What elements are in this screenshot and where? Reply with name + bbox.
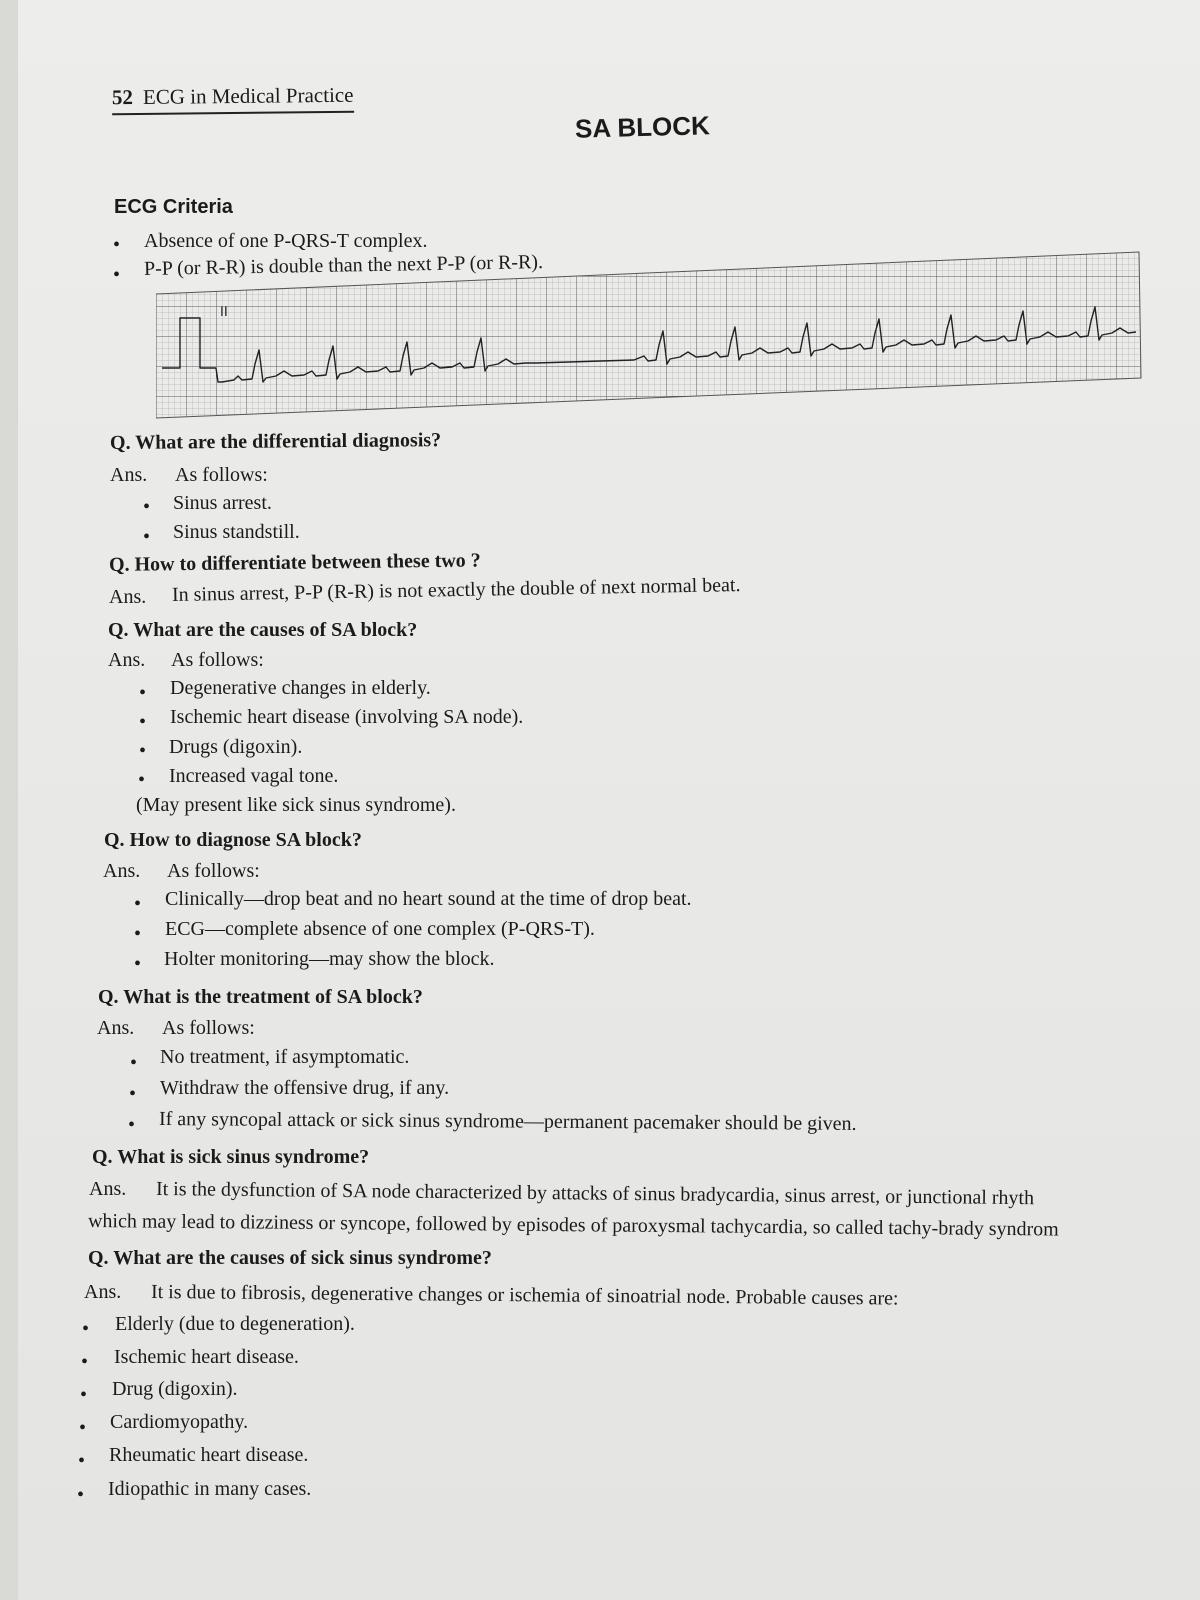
ecg-strip [156, 246, 1156, 422]
answer-bullet: Degenerative changes in elderly. [170, 677, 431, 699]
bullet-dot: • [134, 953, 142, 975]
bullet-dot: • [134, 923, 142, 945]
answer-text: As follows: [167, 860, 260, 882]
answer-bullet: Sinus arrest. [173, 492, 272, 514]
answer-note: (May present like sick sinus syndrome). [136, 794, 456, 816]
answer-label: Ans. [97, 1017, 135, 1039]
answer-label: Ans. [89, 1178, 127, 1200]
bullet-dot: • [78, 1450, 86, 1472]
bullet-dot: • [128, 1114, 136, 1136]
bullet-dot: • [143, 496, 151, 518]
answer-text: As follows: [175, 464, 268, 486]
answer-bullet: Increased vagal tone. [169, 765, 339, 787]
bullet-dot: • [113, 234, 121, 256]
bullet-dot: • [82, 1318, 90, 1340]
answer-text: It is due to fibrosis, degenerative changes or ischemia of sinoatrial node. Probable causes are: [150, 1281, 899, 1310]
book-title: ECG in Medical Practice [142, 82, 354, 109]
book-page [18, 0, 1200, 1600]
running-head [112, 83, 354, 116]
criteria-item: P-P (or R-R) is double than the next P-P (or R-R). [143, 251, 544, 280]
answer-text: It is the dysfunction of SA node characterized by attacks of sinus bradycardia, sinus arrest, or junctional rhyth [155, 1178, 1035, 1210]
bullet-dot: • [79, 1417, 87, 1439]
question-3: Q. What are the causes of SA block? [108, 619, 418, 641]
answer-bullet: Clinically—drop beat and no heart sound at the time of drop beat. [165, 888, 692, 910]
bullet-dot: • [138, 769, 146, 791]
page-title: SA BLOCK [574, 110, 711, 144]
answer-bullet: Ischemic heart disease (involving SA node). [170, 706, 524, 728]
bullet-dot: • [143, 526, 151, 548]
answer-text: In sinus arrest, P-P (R-R) is not exactly the double of next normal beat. [171, 574, 741, 606]
answer-bullet: Ischemic heart disease. [114, 1346, 299, 1368]
answer-bullet: Cardiomyopathy. [110, 1411, 249, 1433]
answer-bullet: Sinus standstill. [173, 521, 300, 543]
question-2: Q. How to differentiate between these two ? [108, 549, 481, 576]
answer-text-continued: which may lead to dizziness or syncope, followed by episodes of paroxysmal tachycardia, so called tachy-brady syndrom [87, 1210, 1059, 1241]
bullet-dot: • [77, 1484, 85, 1506]
page-number: 52 [111, 85, 134, 110]
answer-bullet: ECG—complete absence of one complex (P-QRS-T). [165, 918, 595, 940]
answer-bullet: Drugs (digoxin). [169, 736, 303, 758]
bullet-dot: • [129, 1083, 137, 1105]
criteria-heading: ECG Criteria [114, 196, 233, 218]
answer-text: As follows: [162, 1017, 255, 1039]
answer-bullet: Holter monitoring—may show the block. [164, 948, 495, 970]
bullet-dot: • [139, 711, 147, 733]
answer-label: Ans. [84, 1281, 122, 1303]
answer-label: Ans. [110, 464, 148, 486]
answer-bullet: Rheumatic heart disease. [109, 1444, 309, 1466]
answer-bullet: Withdraw the offensive drug, if any. [160, 1077, 450, 1099]
bullet-dot: • [139, 740, 147, 762]
answer-bullet: Elderly (due to degeneration). [115, 1313, 355, 1335]
ecg-grid [156, 252, 1141, 418]
bullet-dot: • [80, 1384, 88, 1406]
question-6: Q. What is sick sinus syndrome? [92, 1146, 370, 1168]
answer-bullet: No treatment, if asymptomatic. [160, 1046, 410, 1068]
bullet-dot: • [81, 1351, 89, 1373]
answer-label: Ans. [108, 649, 146, 671]
answer-bullet: Idiopathic in many cases. [108, 1478, 312, 1500]
bullet-dot: • [139, 682, 147, 704]
bullet-dot: • [113, 264, 121, 286]
question-7: Q. What are the causes of sick sinus syndrome? [88, 1247, 492, 1269]
answer-bullet: If any syncopal attack or sick sinus syndrome—permanent pacemaker should be given. [158, 1108, 857, 1135]
ecg-lead-label: II [220, 303, 228, 319]
criteria-item: Absence of one P-QRS-T complex. [144, 230, 428, 252]
answer-label: Ans. [109, 586, 147, 608]
question-1: Q. What are the differential diagnosis? [109, 429, 442, 454]
bullet-dot: • [130, 1052, 138, 1074]
question-5: Q. What is the treatment of SA block? [98, 986, 423, 1008]
answer-bullet: Drug (digoxin). [112, 1378, 238, 1400]
answer-label: Ans. [103, 860, 141, 882]
bullet-dot: • [134, 893, 142, 915]
answer-text: As follows: [171, 649, 264, 671]
question-4: Q. How to diagnose SA block? [104, 829, 362, 851]
